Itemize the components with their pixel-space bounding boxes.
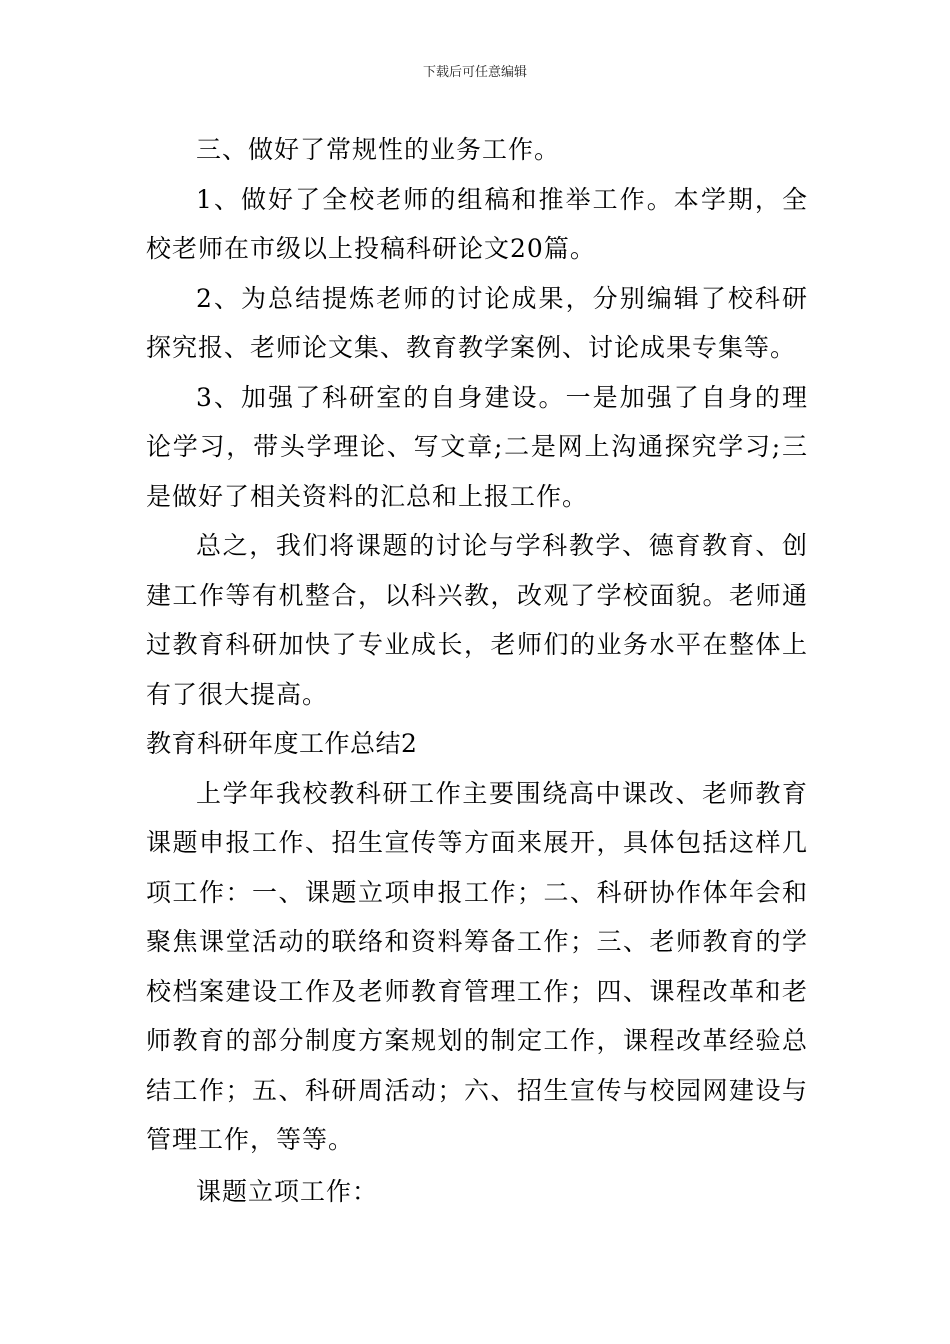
- paragraph-item-2: 2、为总结提炼老师的讨论成果，分别编辑了校科研探究报、老师论文集、教育教学案例、讨论成果专集等。: [146, 283, 808, 362]
- subsection-label: 课题立项工作：: [196, 1176, 379, 1206]
- document-heading: 教育科研年度工作总结2: [146, 729, 418, 758]
- summary-paragraph: 总之，我们将课题的讨论与学科教学、德育教育、创建工作等有机整合，以科兴教，改观了学校面貌。老师通过教育科研加快了专业成长，老师们的业务水平在整体上有了很大提高。: [146, 531, 808, 709]
- paragraph-item-3: 3、加强了科研室的自身建设。一是加强了自身的理论学习，带头学理论、写文章;二是网上沟通探究学习;三是做好了相关资料的汇总和上报工作。: [146, 382, 808, 511]
- section-title-paragraph: 三、做好了常规性的业务工作。: [196, 135, 561, 164]
- page-header-note: 下载后可任意编辑: [422, 65, 527, 80]
- intro-paragraph: 上学年我校教科研工作主要围绕高中课改、老师教育课题申报工作、招生宣传等方面来展开，具体包括这样几项工作：一、课题立项申报工作；二、科研协作体年会和聚焦课堂活动的联络和资料筹备工作；三、老师教育的学校档案建设工作及老师教育管理工作；四、课程改革和老师教育的部分制度方案规划的制定工作，课程改革经验总结工作；五、科研周活动；六、招生宣传与校园网建设与管理工作，等等。: [146, 778, 808, 1154]
- paragraph-item-1: 1、做好了全校老师的组稿和推举工作。本学期，全校老师在市级以上投稿科研论文20篇。: [146, 184, 808, 263]
- document-body: [146, 125, 808, 1216]
